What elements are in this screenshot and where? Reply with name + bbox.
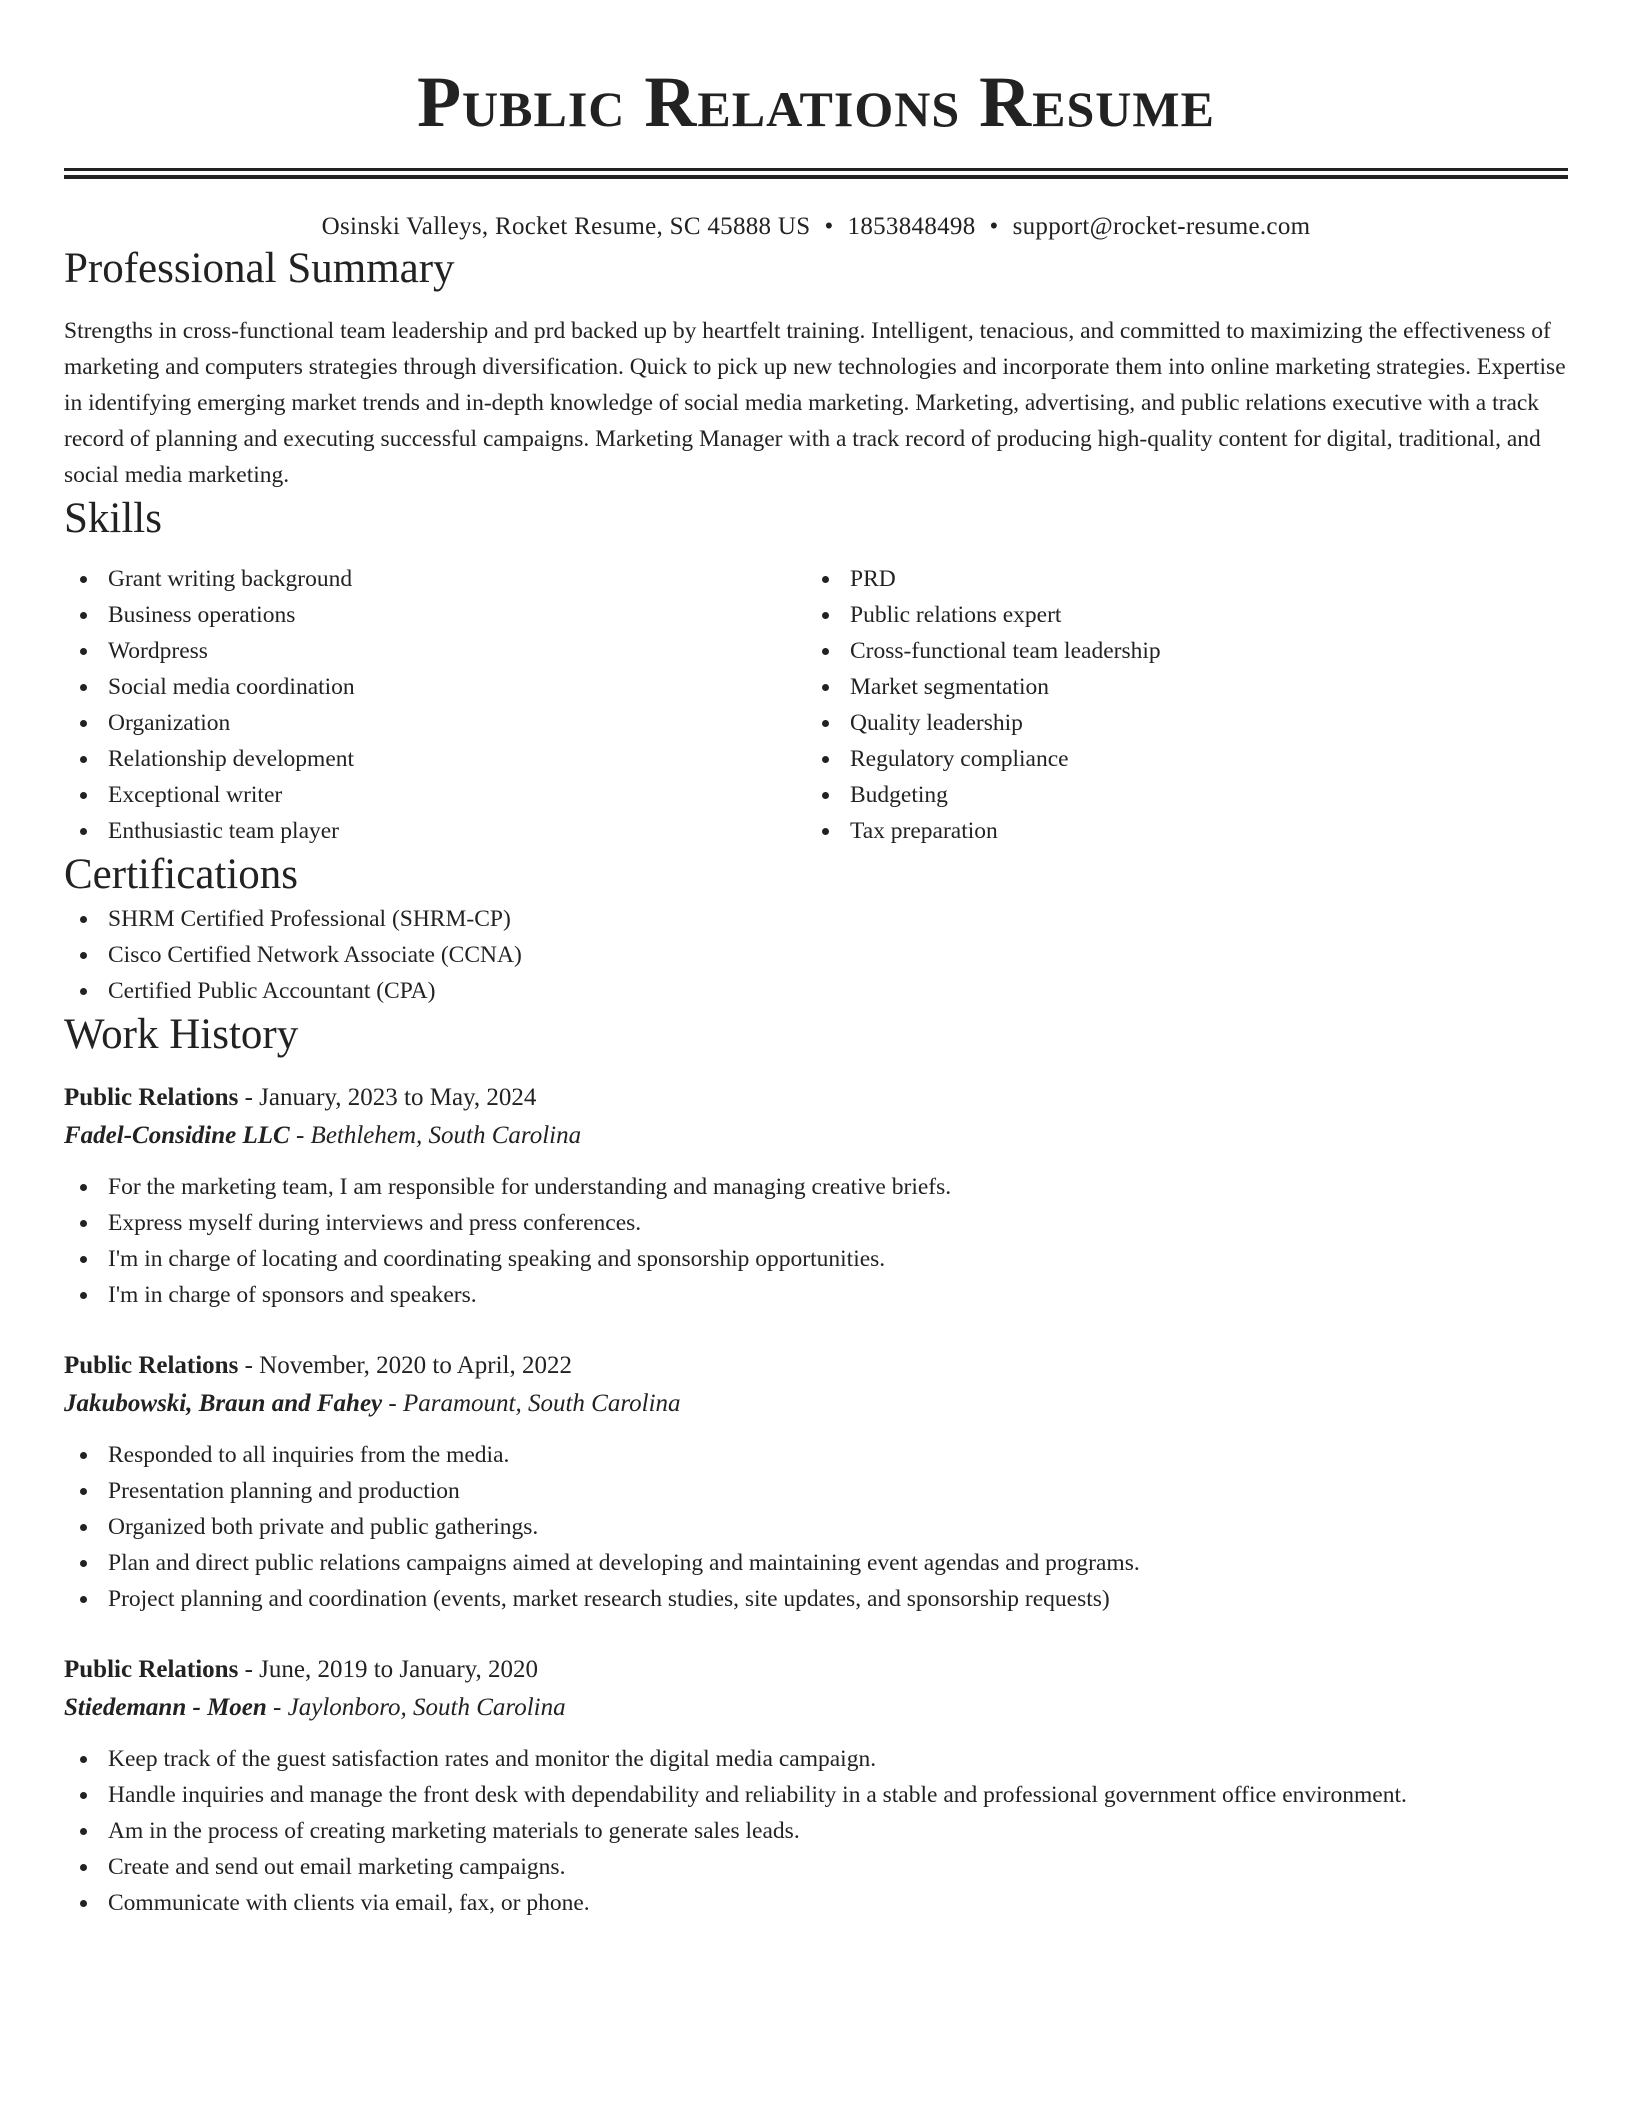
job-location: - Bethlehem, South Carolina	[295, 1122, 582, 1149]
job-dates: - November, 2020 to April, 2022	[244, 1352, 573, 1379]
job-duty: Organized both private and public gatherings.	[64, 1509, 1568, 1545]
job-duty: Create and send out email marketing campaigns.	[64, 1849, 1568, 1885]
skill-item: Relationship development	[64, 741, 806, 777]
summary-heading: Professional Summary	[64, 245, 455, 292]
job-title-line	[64, 1079, 1568, 1117]
certifications-heading: Certifications	[64, 851, 299, 898]
job-title-line	[64, 1651, 1568, 1689]
summary-text: Strengths in cross-functional team leadership and prd backed up by heartfelt training. Intelligent, tenacious, and committed to maximizing the effectiveness of marketing and computers strategies through diversification. Quick to pick up new technologies and incorporate them into online marketing strategies. Expertise in identifying emerging market trends and in-depth knowledge of social media marketing. Marketing, advertising, and public relations executive with a track record of planning and executing successful campaigns. Marketing Manager with a track record of producing high-quality content for digital, traditional, and social media marketing.	[64, 318, 1566, 488]
title-double-rule	[64, 168, 1568, 179]
job-title: Public Relations	[64, 1352, 239, 1379]
contact-email: support@rocket-resume.com	[1012, 213, 1311, 240]
skill-item: Social media coordination	[64, 669, 806, 705]
skill-item: Budgeting	[806, 777, 1548, 813]
job-duty: Presentation planning and production	[64, 1473, 1568, 1509]
job-dates: - June, 2019 to January, 2020	[244, 1656, 539, 1683]
skill-item: Enthusiastic team player	[64, 813, 806, 849]
job-duties-list	[64, 1741, 1568, 1921]
job-duty: Responded to all inquiries from the media.	[64, 1437, 1568, 1473]
skills-heading: Skills	[64, 495, 162, 542]
skill-item: Market segmentation	[806, 669, 1548, 705]
skill-item: Public relations expert	[806, 597, 1548, 633]
job-duty: Handle inquiries and manage the front desk with dependability and reliability in a stable and professional government office environment.	[64, 1777, 1568, 1813]
skill-item: Business operations	[64, 597, 806, 633]
job-duty: Express myself during interviews and press conferences.	[64, 1205, 1568, 1241]
job-title-line	[64, 1347, 1568, 1385]
skills-list-right	[806, 561, 1548, 849]
job-duties-list	[64, 1169, 1568, 1313]
skill-item: Organization	[64, 705, 806, 741]
job-company: Fadel-Considine LLC	[64, 1122, 290, 1149]
skill-item: Exceptional writer	[64, 777, 806, 813]
job-duty: Am in the process of creating marketing materials to generate sales leads.	[64, 1813, 1568, 1849]
skill-item: Quality leadership	[806, 705, 1548, 741]
job-company-line	[64, 1117, 1568, 1155]
contact-separator: •	[824, 213, 834, 240]
job-company: Stiedemann - Moen	[64, 1694, 267, 1721]
contact-separator: •	[989, 213, 999, 240]
job-location: - Paramount, South Carolina	[388, 1390, 681, 1417]
job-title: Public Relations	[64, 1084, 239, 1111]
job-duty: Plan and direct public relations campaigns aimed at developing and maintaining event agendas and programs.	[64, 1545, 1568, 1581]
job-location: - Jaylonboro, South Carolina	[273, 1694, 566, 1721]
certifications-list	[64, 901, 1568, 1009]
skill-item: PRD	[806, 561, 1548, 597]
contact-address: Osinski Valleys, Rocket Resume, SC 45888 US	[321, 213, 811, 240]
job-company: Jakubowski, Braun and Fahey	[64, 1390, 383, 1417]
resume-title: Public Relations Resume	[417, 62, 1215, 142]
work-history-heading: Work History	[64, 1011, 299, 1058]
job-duty: Communicate with clients via email, fax, or phone.	[64, 1885, 1568, 1921]
job-duty: I'm in charge of locating and coordinating speaking and sponsorship opportunities.	[64, 1241, 1568, 1277]
job-entry	[64, 1079, 1568, 1313]
certification-item: SHRM Certified Professional (SHRM-CP)	[64, 901, 1568, 937]
job-duty: I'm in charge of sponsors and speakers.	[64, 1277, 1568, 1313]
job-entry	[64, 1651, 1568, 1921]
skill-item: Tax preparation	[806, 813, 1548, 849]
job-entry	[64, 1347, 1568, 1617]
job-dates: - January, 2023 to May, 2024	[244, 1084, 537, 1111]
job-duties-list	[64, 1437, 1568, 1617]
job-duty: Project planning and coordination (events, market research studies, site updates, and sponsorship requests)	[64, 1581, 1568, 1617]
skill-item: Grant writing background	[64, 561, 806, 597]
skills-columns	[64, 561, 1568, 849]
skill-item: Wordpress	[64, 633, 806, 669]
certification-item: Cisco Certified Network Associate (CCNA)	[64, 937, 1568, 973]
contact-phone: 1853848498	[847, 213, 976, 240]
job-company-line	[64, 1385, 1568, 1423]
contact-line	[64, 211, 1568, 243]
skill-item: Regulatory compliance	[806, 741, 1548, 777]
job-title: Public Relations	[64, 1656, 239, 1683]
skill-item: Cross-functional team leadership	[806, 633, 1548, 669]
job-company-line	[64, 1689, 1568, 1727]
resume-page	[64, 0, 1568, 1921]
skills-list-left	[64, 561, 806, 849]
job-duty: Keep track of the guest satisfaction rates and monitor the digital media campaign.	[64, 1741, 1568, 1777]
certification-item: Certified Public Accountant (CPA)	[64, 973, 1568, 1009]
job-duty: For the marketing team, I am responsible for understanding and managing creative briefs.	[64, 1169, 1568, 1205]
